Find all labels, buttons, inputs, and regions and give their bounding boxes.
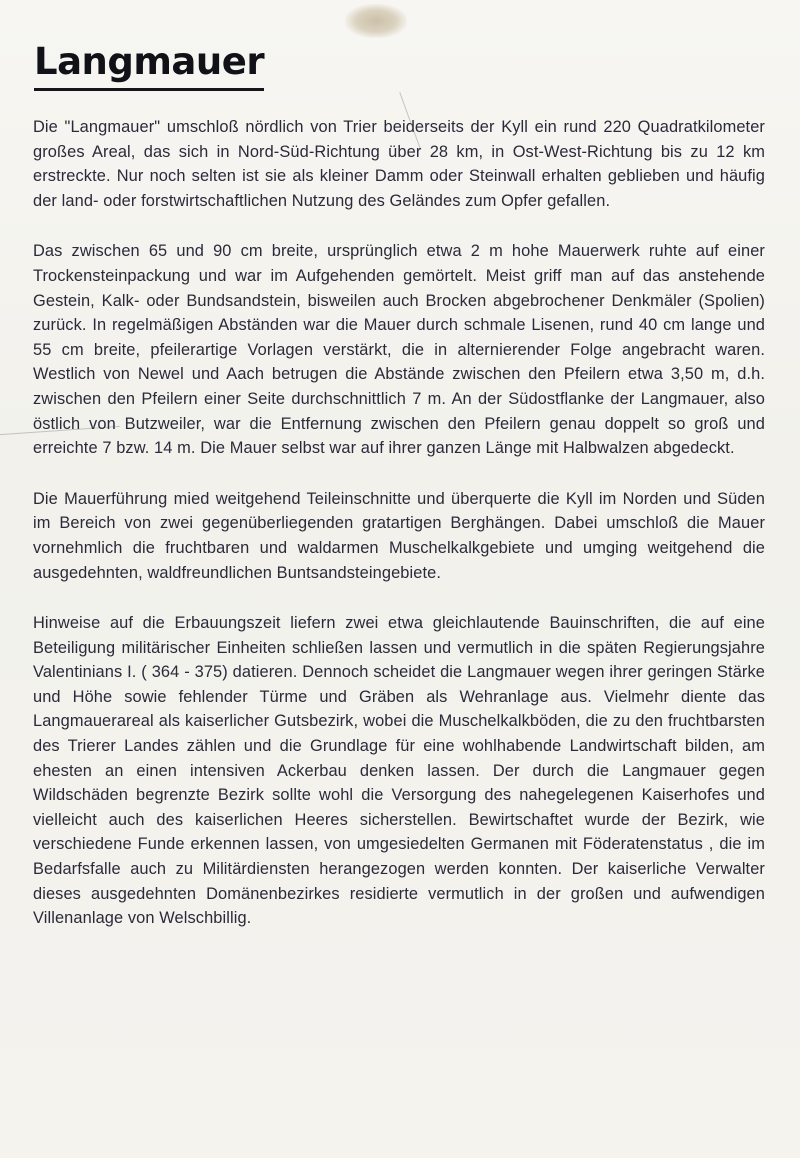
sign-title: Langmauer <box>34 40 264 91</box>
weather-stain <box>345 4 407 38</box>
sign-body <box>33 115 765 957</box>
paragraph-history: Hinweise auf die Erbauungszeit liefern zwei etwa gleichlautende Bauinschriften, die auf eine Beteiligung militärischer Einheiten schließen lassen und vermutlich in die späten Regierungsjahre Valentinians I. ( 364 - 375) datieren. Dennoch scheidet die Langmauer wegen ihrer geringen Stärke und Höhe sowie fehlender Türme und Gräben als Wehranlage aus. Vielmehr diente das Langmauerareal als kaiserlicher Gutsbezirk, wobei die Muschelkalkböden, die zu den fruchtbarsten des Trierer Landes zählen und die Grundlage für eine wohlhabende Landwirtschaft bilden, am ehesten an einen intensiven Ackerbau denken lassen. Der durch die Langmauer gegen Wildschäden begrenzte Bezirk sollte wohl die Versorgung des nahegelegenen Kaiserhofes und vielleicht auch des kaiserlichen Heeres sicherstellen. Bewirtschaftet wurde der Bezirk, wie verschiedene Funde erkennen lassen, von umgesiedelten Germanen mit Föderatenstatus , die im Bedarfsfalle auch zu Militärdiensten herangezogen werden konnten. Der kaiserliche Verwalter dieses ausgedehnten Domänenbezirkes residierte vermutlich in der großen und aufwendigen Villenanlage von Welschbillig. <box>33 614 765 928</box>
paragraph-intro: Die "Langmauer" umschloß nördlich von Trier beiderseits der Kyll ein rund 220 Quadratkilometer großes Areal, das sich in Nord-Süd-Richtung über 28 km, in Ost-West-Richtung bis zu 12 km erstreckte. Nur noch selten ist sie als kleiner Damm oder Steinwall erhalten geblieben und häufig der land- oder forstwirtschaftlichen Nutzung des Geländes zum Opfer gefallen. <box>33 118 765 210</box>
paragraph-route: Die Mauerführung mied weitgehend Teileinschnitte und überquerte die Kyll im Norden und Süden im Bereich von zwei gegenüberliegenden gratartigen Berghängen. Dabei umschloß die Mauer vornehmlich die fruchtbaren und waldarmen Muschelkalkgebiete und umging weitgehend die ausgedehnten, waldfreundlichen Buntsandsteingebiete. <box>33 489 765 582</box>
paragraph-construction: Das zwischen 65 und 90 cm breite, ursprünglich etwa 2 m hohe Mauerwerk ruhte auf einer Trockensteinpackung und war im Aufgehenden gemörtelt. Meist griff man auf das anstehende Gestein, Kalk- oder Bundsandstein, bisweilen auch Brocken abgebrochener Denkmäler (Spolien) zurück. In regelmäßigen Abständen war die Mauer durch schmale Lisenen, rund 40 cm lange und 55 cm breite, pfeilerartige Vorlagen verstärkt, die in alternierender Folge angebracht waren. Westlich von Newel und Aach betrugen die Abstände zwischen den Pfeilern etwa 3,50 m, d.h. zwischen den Pfeilern einer Seite durchschnittlich 7 m. An der Südostflanke der Langmauer, also östlich von Butzweiler, war die Entfernung zwischen den Pfeilern genau doppelt so groß und erreichte 7 bzw. 14 m. Die Mauer selbst war auf ihrer ganzen Länge mit Halbwalzen abgedeckt. <box>33 242 765 458</box>
